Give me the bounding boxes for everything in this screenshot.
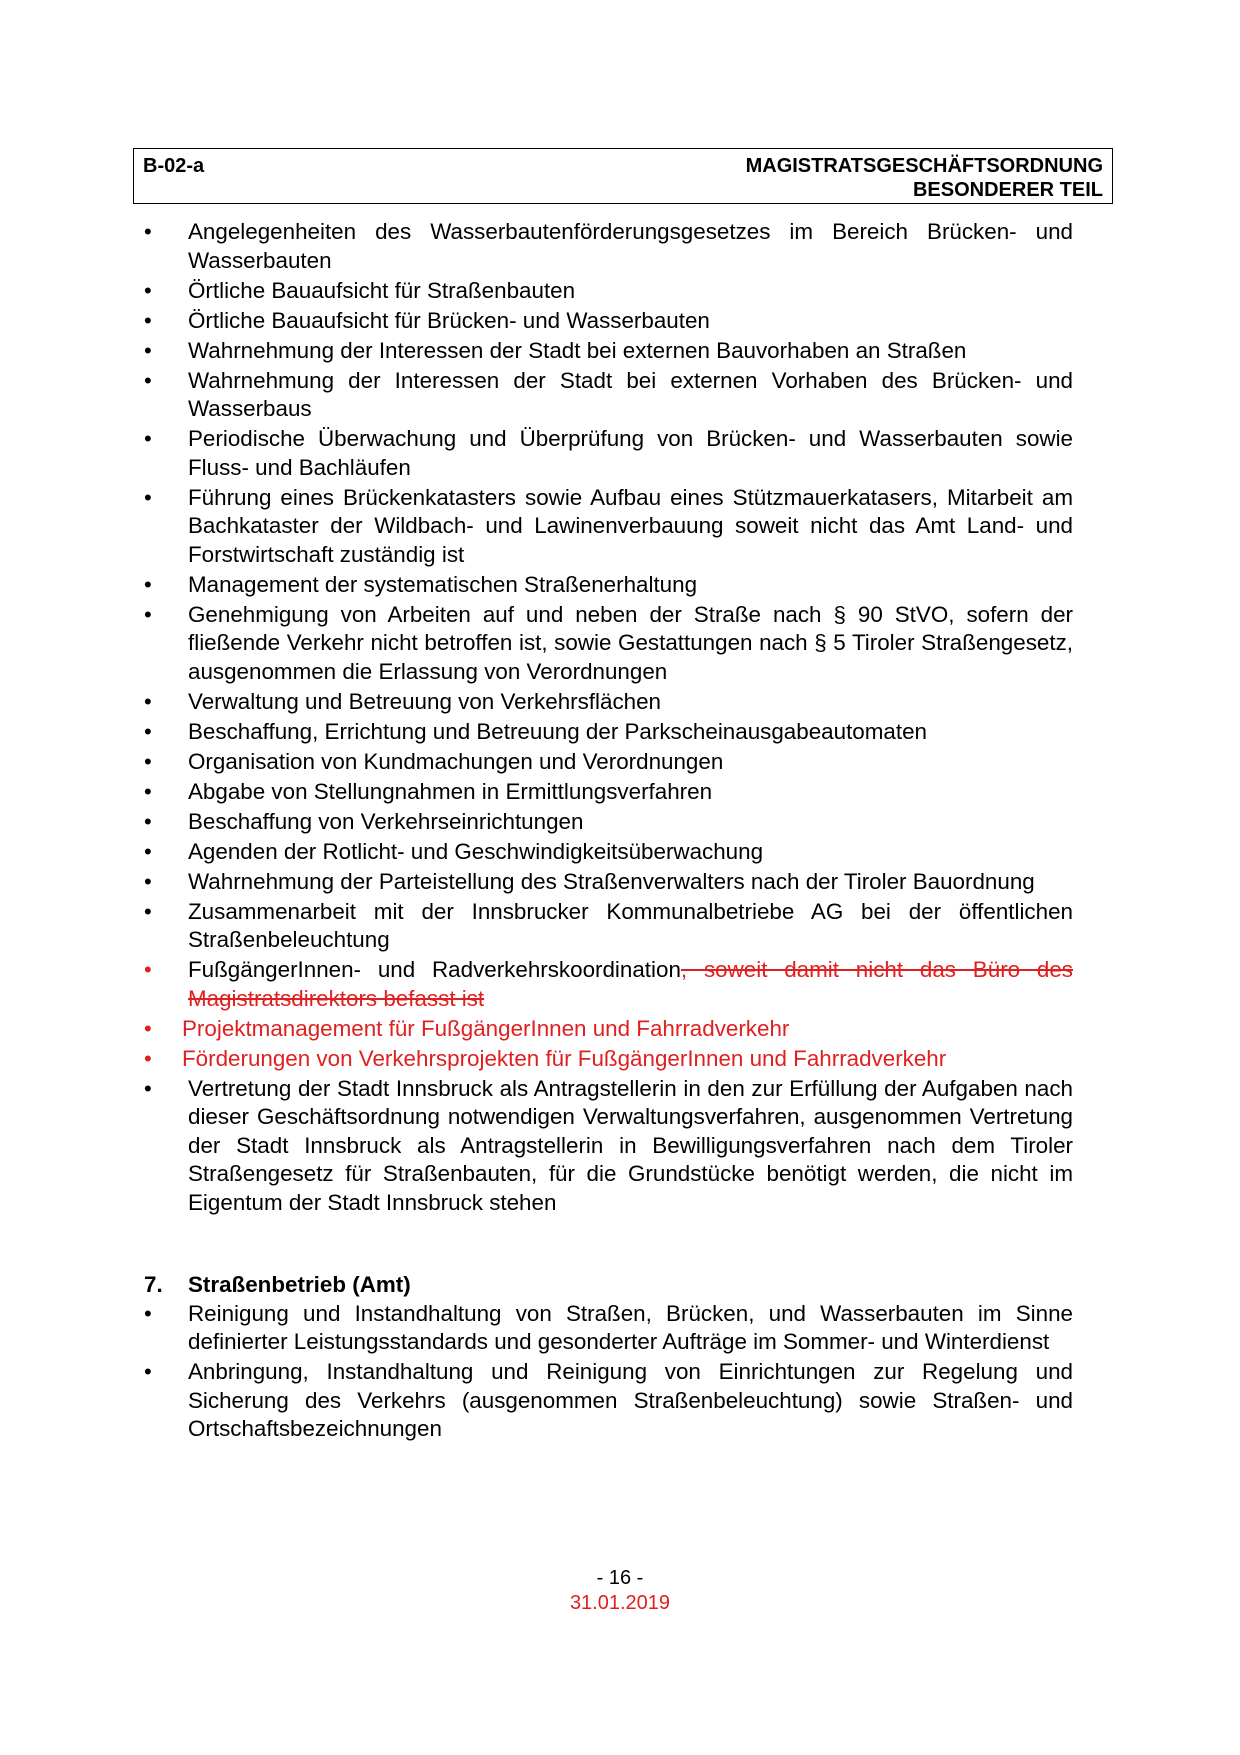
bullet-icon: • — [144, 1075, 152, 1101]
list-item: • Angelegenheiten des Wasserbautenförderungsgesetzes im Bereich Brücken- und Wasserbauten — [144, 219, 1073, 273]
bullet-icon: • — [144, 277, 152, 303]
page-header — [133, 148, 1113, 204]
list-item: • Örtliche Bauaufsicht für Brücken- und Wasserbauten — [133, 307, 1073, 336]
revision-date: 31.01.2019 — [569, 1592, 671, 1614]
list-item: • Wahrnehmung der Parteistellung des Straßenverwalters nach der Tiroler Bauordnung — [133, 868, 1073, 897]
bullet-icon: • — [144, 1015, 152, 1041]
bullet-icon: • — [144, 219, 152, 244]
section-title: Straßenbetrieb (Amt) — [188, 1272, 411, 1297]
bullet-icon: • — [144, 367, 152, 393]
bullet-icon: • — [144, 778, 152, 804]
document-title-line1: MAGISTRATSGESCHÄFTSORDNUNG — [745, 155, 1103, 177]
task-list — [133, 218, 1073, 1217]
bullet-icon: • — [144, 838, 152, 864]
content-body — [133, 218, 1073, 1445]
bullet-icon: • — [144, 571, 152, 597]
added-list-item: • Projektmanagement für FußgängerInnen und Fahrradverkehr — [133, 1015, 1073, 1044]
page-number: - 16 - — [596, 1567, 644, 1589]
section-number: 7. — [144, 1272, 163, 1297]
list-item: • Beschaffung, Errichtung und Betreuung der Parkscheinausgabeautomaten — [133, 718, 1073, 747]
list-item: • Management der systematischen Straßenerhaltung — [133, 571, 1073, 600]
list-item: • Vertretung der Stadt Innsbruck als Antragstellerin in den zur Erfüllung der Aufgaben nach dieser Geschäftsordnung notwendigen Verwaltungsverfahren, ausgenommen Vertretung der Stadt Innsbruck als Antragstellerin in Bewilligungsverfahren nach dem Tiroler Straßengesetz für Straßenbauten, für die Grundstücke benötigt werden, die nicht im Eigentum der Stadt Innsbruck stehen — [144, 1075, 1073, 1215]
section-heading — [133, 1271, 1073, 1300]
list-item: • Organisation von Kundmachungen und Verordnungen — [133, 748, 1073, 777]
added-list-item: • Förderungen von Verkehrsprojekten für FußgängerInnen und Fahrradverkehr — [133, 1045, 1073, 1074]
list-item: • Genehmigung von Arbeiten auf und neben der Straße nach § 90 StVO, sofern der fließende Verkehr nicht betroffen ist, sowie Gestattungen nach § 5 Tiroler Straßengesetz, ausgenommen die Erlassung von Verordnungen — [144, 601, 1073, 684]
list-item: • Abgabe von Stellungnahmen in Ermittlungsverfahren — [133, 778, 1073, 807]
bullet-icon: • — [144, 718, 152, 744]
list-item: • Führung eines Brückenkatasters sowie Aufbau eines Stützmauerkatasers, Mitarbeit am Bachkataster der Wildbach- und Lawinenverbauung soweit nicht das Amt Land- und Forstwirtschaft zuständig ist — [144, 484, 1073, 567]
list-item: • Zusammenarbeit mit der Innsbrucker Kommunalbetriebe AG bei der öffentlichen Straßenbeleuchtung — [144, 898, 1073, 952]
list-item: • Örtliche Bauaufsicht für Straßenbauten — [133, 277, 1073, 306]
amended-list-item — [133, 956, 1073, 1013]
bullet-icon: • — [144, 868, 152, 894]
bullet-icon: • — [144, 484, 152, 510]
bullet-icon: • — [144, 1045, 152, 1071]
list-item: • Reinigung und Instandhaltung von Straßen, Brücken, und Wasserbauten im Sinne definierter Leistungsstandards und gesonderter Aufträge im Sommer- und Winterdienst — [144, 1300, 1073, 1354]
bullet-icon: • — [144, 1300, 152, 1326]
bullet-icon: • — [144, 337, 152, 363]
list-item: • Agenden der Rotlicht- und Geschwindigkeitsüberwachung — [133, 838, 1073, 867]
list-item: • Wahrnehmung der Interessen der Stadt bei externen Vorhaben des Brücken- und Wasserbaus — [144, 367, 1073, 421]
list-item: • Anbringung, Instandhaltung und Reinigung von Einrichtungen zur Regelung und Sicherung des Verkehrs (ausgenommen Straßenbeleuchtung) sowie Straßen- und Ortschaftsbezeichnungen — [144, 1359, 1073, 1441]
document-code: B-02-a — [143, 155, 205, 177]
list-item: • Wahrnehmung der Interessen der Stadt bei externen Bauvorhaben an Straßen — [133, 337, 1073, 366]
bullet-icon: • — [144, 957, 152, 982]
bullet-icon: • — [144, 426, 152, 451]
bullet-icon: • — [144, 808, 152, 834]
list-item: • Beschaffung von Verkehrseinrichtungen — [133, 808, 1073, 837]
page-footer — [0, 1566, 1240, 1616]
list-item: • Periodische Überwachung und Überprüfung von Brücken- und Wasserbauten sowie Fluss- und Bachläufen — [144, 426, 1073, 480]
bullet-icon: • — [144, 1359, 152, 1384]
bullet-icon: • — [144, 748, 152, 774]
bullet-icon: • — [144, 898, 152, 924]
document-title-line2: BESONDERER TEIL — [912, 179, 1103, 201]
document-title — [746, 154, 1103, 202]
bullet-icon: • — [144, 688, 152, 714]
bullet-icon: • — [144, 307, 152, 333]
section-task-list — [133, 1300, 1073, 1444]
amended-text: FußgängerInnen- und Radverkehrskoordination — [188, 957, 681, 982]
list-item: • Verwaltung und Betreuung von Verkehrsflächen — [133, 688, 1073, 717]
deleted-text: , soweit damit nicht das Büro des Magistratsdirektors befasst ist — [188, 957, 1074, 1011]
bullet-icon: • — [144, 601, 152, 627]
